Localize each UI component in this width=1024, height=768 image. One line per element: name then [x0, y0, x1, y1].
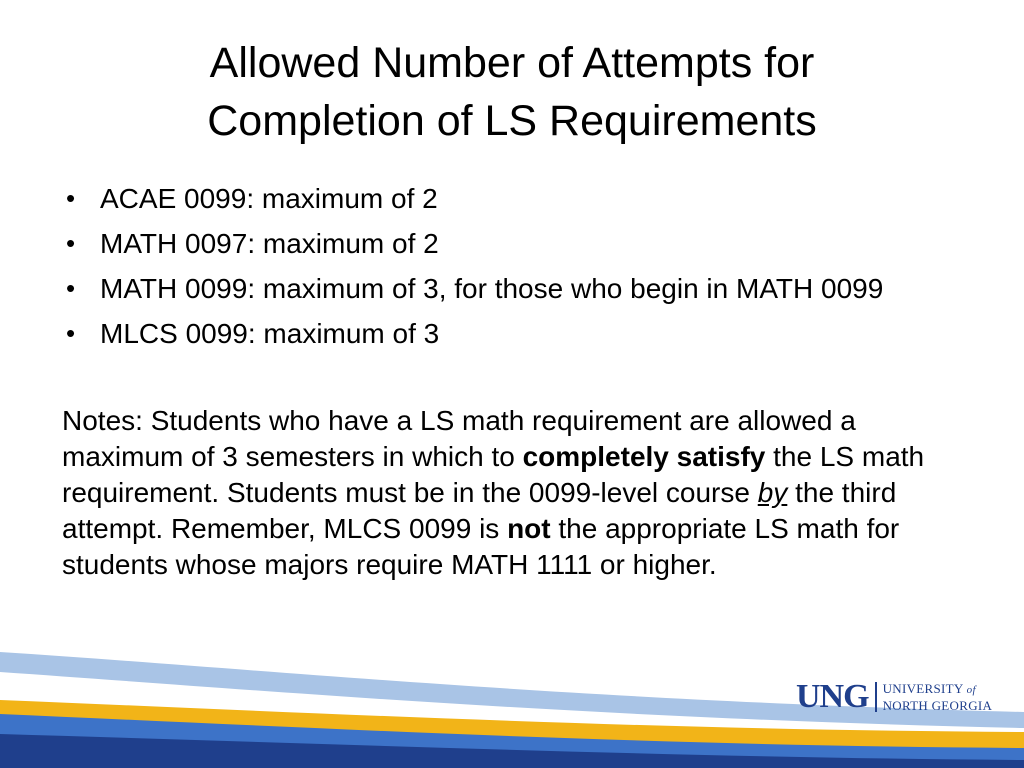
title-line-2: Completion of LS Requirements: [207, 97, 817, 145]
notes-text: the third attempt. Remember, MLCS 0099 is: [62, 477, 897, 544]
logo-of: of: [966, 684, 976, 696]
notes-bold-completely-satisfy: completely satisfy: [522, 441, 766, 472]
logo-divider: [875, 682, 877, 712]
logo-wordmark: [883, 681, 993, 713]
notes-text: the LS math requirement. Students must be in the 0099-level course: [62, 441, 925, 508]
notes-text: the appropriate LS math for students whose majors require MATH 1111 or higher.: [62, 513, 900, 580]
bullet-dot-icon: •: [66, 183, 76, 213]
bullet-text: MATH 0097: maximum of 2: [100, 228, 439, 259]
bullet-dot-icon: •: [66, 228, 76, 258]
title-line-1: Allowed Number of Attempts for: [209, 39, 815, 87]
logo-line-2: NORTH GEORGIA: [882, 698, 993, 713]
bullet-text: MLCS 0099: maximum of 3: [100, 318, 440, 349]
university-logo: [796, 679, 992, 715]
bullet-text: ACAE 0099: maximum of 2: [100, 183, 438, 214]
notes-bold-not: not: [507, 513, 551, 544]
bullet-dot-icon: •: [66, 273, 76, 303]
logo-line-1: [883, 681, 976, 696]
logo-mark: UNG: [796, 678, 869, 715]
logo-university: UNIVERSITY: [882, 681, 964, 696]
notes-emphasis-by: by: [757, 477, 788, 508]
bullet-dot-icon: •: [66, 318, 76, 348]
notes-text: Notes: Students who have a LS math requirement are allowed a maximum of 3 semesters in which to: [62, 405, 856, 472]
bullet-text: MATH 0099: maximum of 3, for those who begin in MATH 0099: [100, 273, 884, 304]
